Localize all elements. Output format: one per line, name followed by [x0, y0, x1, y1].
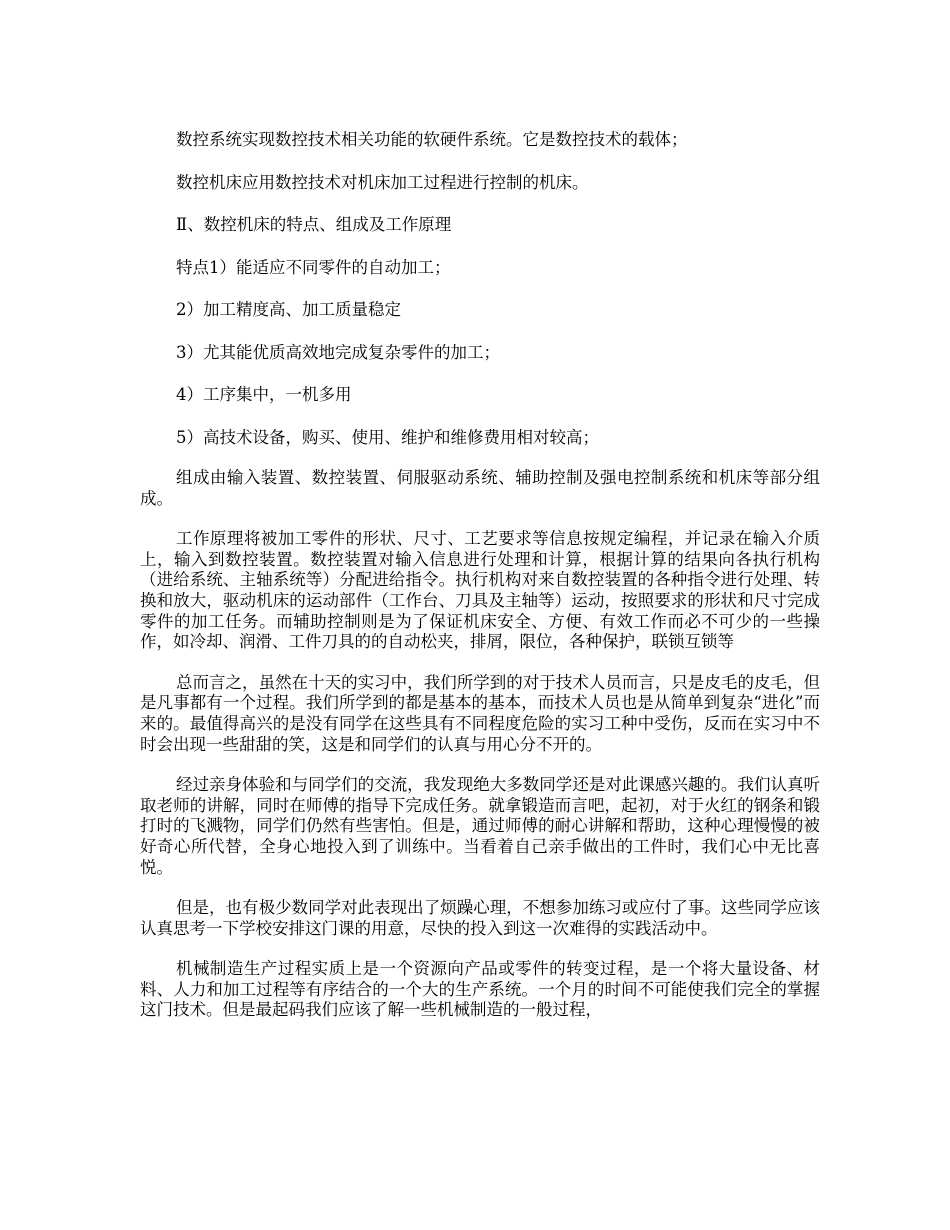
feature-item-5: 5）高技术设备，购买、使用、维护和维修费用相对较高；: [176, 427, 599, 447]
feature-item-2: 2）加工精度高、加工质量稳定: [176, 300, 401, 319]
feature-item-1: 特点1）能适应不同零件的自动加工；: [176, 257, 451, 277]
paragraph-experience: 经过亲身体验和与同学们的交流，我发现绝大多数同学还是对此课感兴趣的。我们认真听取老师的讲解，同时在师傅的指导下完成任务。就拿锻造而言吧，起初，对于火红的钢条和锻打时的飞溅物，同学们仍然有些害怕。但是，通过师傅的耐心讲解和帮助，这种心理慢慢的被好奇心所代替，全身心地投入到了训练中。当看着自己亲手做出的工件时，我们心中无比喜悦。: [140, 775, 820, 877]
paragraph-attitude: 但是，也有极少数同学对此表现出了烦躁心理，不想参加练习或应付了事。这些同学应该认真思考一下学校安排这门课的用意，尽快的投入到这一次难得的实践活动中。: [140, 898, 820, 938]
paragraph-working-principle: 工作原理将被加工零件的形状、尺寸、工艺要求等信息按规定编程，并记录在输入介质上，输入到数控装置。数控装置对输入信息进行处理和计算，根据计算的结果向各执行机构（进给系统、主轴系统等）分配进给指令。执行机构对来自数控装置的各种指令进行处理、转换和放大，驱动机床的运动部件（工作台、刀具及主轴等）运动，按照要求的形状和尺寸完成零件的加工任务。而辅助控制则是为了保证机床安全、方便、有效工作而必不可少的一些操作，如冷却、润滑、工件刀具的的自动松夹，排屑，限位，各种保护，联锁互锁等: [140, 529, 820, 652]
feature-item-3: 3）尤其能优质高效地完成复杂零件的加工；: [176, 342, 500, 362]
paragraph-summary: 总而言之，虽然在十天的实习中，我们所学到的对于技术人员而言，只是皮毛的皮毛，但是凡事都有一个过程。我们所学到的都是基本的基本，而技术人员也是从简单到复杂“进化”而来的。最值得高兴的是没有同学在这些具有不同程度危险的实习工种中受伤，反而在实习中不时会出现一些甜甜的笑，这是和同学们的认真与用心分不开的。: [140, 672, 820, 754]
document-body: [140, 128, 820, 1021]
feature-item-4: 4）工序集中，一机多用: [176, 385, 352, 404]
paragraph-composition: 组成由输入装置、数控装置、伺服驱动系统、辅助控制及强电控制系统和机床等部分组成。: [140, 468, 820, 508]
section-heading: Ⅱ、数控机床的特点、组成及工作原理: [176, 215, 452, 234]
text-line-cnc-machine: 数控机床应用数控技术对机床加工过程进行控制的机床。: [176, 172, 589, 192]
text-line-cnc-system: 数控系统实现数控技术相关功能的软硬件系统。它是数控技术的载体；: [176, 130, 688, 149]
paragraph-manufacturing: 机械制造生产过程实质上是一个资源向产品或零件的转变过程，是一个将大量设备、材料、人力和加工过程等有序结合的一个大的生产系统。一个月的时间不可能使我们完全的掌握这门技术。但是最起码我们应该了解一些机械制造的一般过程，: [140, 959, 820, 1020]
